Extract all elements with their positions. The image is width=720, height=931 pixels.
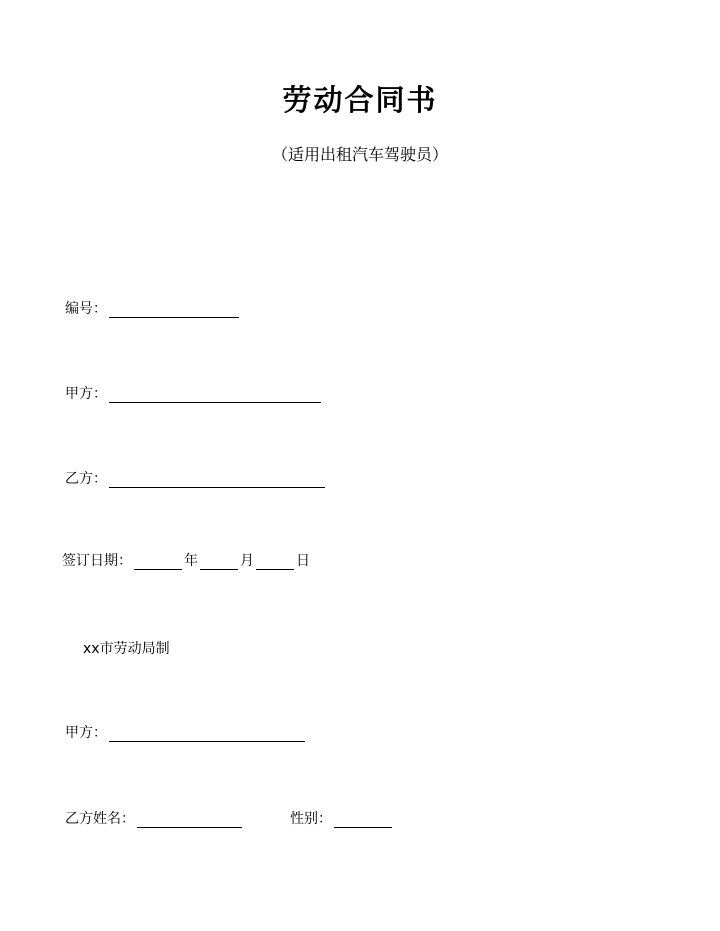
field-party-a-second-label: 甲方：	[65, 725, 107, 741]
field-code	[65, 300, 241, 318]
field-year-unit: 年	[184, 553, 198, 569]
field-code-input[interactable]	[109, 303, 239, 318]
field-party-a-label: 甲方：	[65, 386, 107, 402]
field-party-a-second-input[interactable]	[109, 727, 305, 742]
field-party-b-name-label: 乙方姓名：	[65, 811, 135, 827]
field-party-a-second	[65, 724, 307, 742]
field-gender-input[interactable]	[334, 813, 392, 828]
field-sign-date	[62, 552, 310, 570]
field-month-unit: 月	[240, 553, 254, 569]
field-sign-year-input[interactable]	[134, 555, 182, 570]
page-title: 劳动合同书	[282, 83, 438, 117]
issuer-line	[83, 638, 170, 658]
field-gender-label: 性别：	[290, 811, 332, 827]
page-subtitle: （适用出租汽车驾驶员）	[271, 145, 448, 164]
field-party-a-input[interactable]	[109, 388, 321, 403]
field-party-b-input[interactable]	[109, 473, 325, 488]
issuer-text: xx市劳动局制	[83, 641, 170, 657]
field-party-b-person	[65, 810, 394, 828]
field-party-b-name-input[interactable]	[137, 813, 242, 828]
field-day-unit: 日	[296, 553, 310, 569]
field-party-b-label: 乙方：	[65, 471, 107, 487]
field-sign-month-input[interactable]	[200, 555, 238, 570]
field-sign-day-input[interactable]	[256, 555, 294, 570]
field-party-a	[65, 385, 323, 403]
field-code-label: 编号：	[65, 301, 107, 317]
field-party-b	[65, 470, 327, 488]
field-sign-date-label: 签订日期：	[62, 553, 132, 569]
